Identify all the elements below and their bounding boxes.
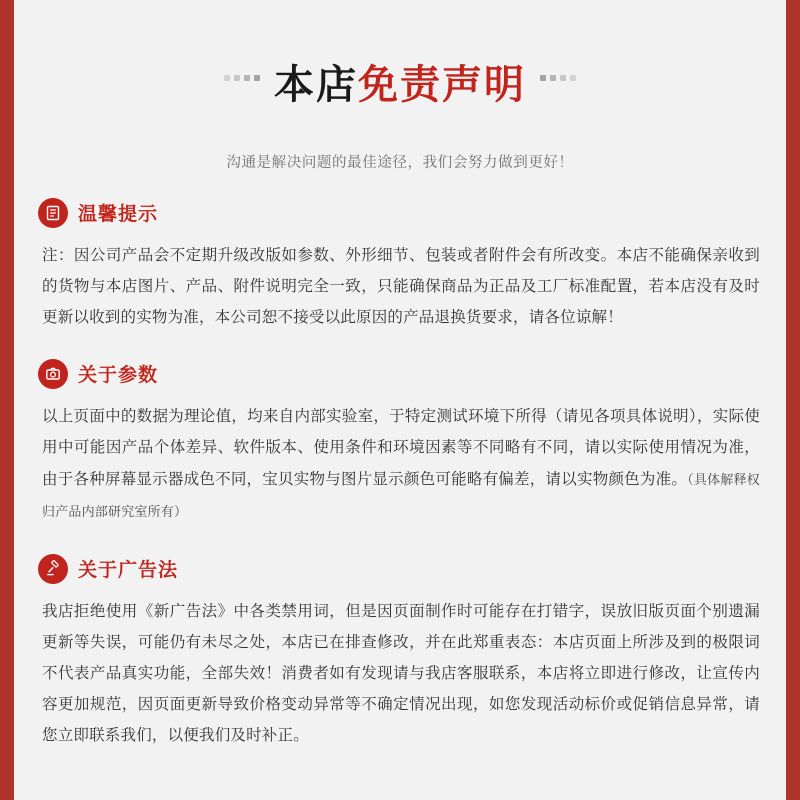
section-params-body-text: 以上页面中的数据为理论值，均来自内部实验室，于特定测试环境下所得（请见各项具体说明），实际使用中可能因产品个体差异、软件版本、使用条件和环境因素等不同略有不同，请以实际使用情况为准，由于各种屏幕显示器成色不同，宝贝实物与图片显示颜色可能略有偏差，请以实物颜色为准。 <box>42 407 760 489</box>
section-tips <box>34 198 766 333</box>
page-title-prefix: 本店 <box>274 61 358 108</box>
right-decorative-bar <box>786 0 800 800</box>
section-tips-title: 温馨提示 <box>78 204 159 226</box>
section-tips-header <box>34 198 766 228</box>
page-title <box>274 53 526 110</box>
section-params-body <box>34 401 766 528</box>
section-tips-body: 注：因公司产品会不定期升级改版如参数、外形细节、包装或者附件会有所改变。本店不能确保亲收到的货物与本店图片、产品、附件说明完全一致，只能确保商品为正品及工厂标准配置，若本店没有及时更新以收到的实物为准，本公司恕不接受以此原因的产品退换货要求，请各位谅解！ <box>42 246 760 326</box>
dots-decoration-icon <box>540 75 576 87</box>
section-advertising-law-body: 我店拒绝使用《新广告法》中各类禁用词，但是因页面制作时可能存在打错字，误放旧版页面个别遗漏更新等失误，可能仍有未尽之处，本店已在排查修改，并在此郑重表态：本店页面上所涉及到的极限词不代表产品真实功能，全部失效！消费者如有发现请与我店客服联系，本店将立即进行修改，让宣传内容更加规范，因页面更新导致价格变动异常等不确定情况出现，如您发现活动标价或促销信息异常，请您立即联系我们，以便我们及时补正。 <box>42 602 760 744</box>
section-params-title: 关于参数 <box>78 365 159 387</box>
page-subtitle: 沟通是解决问题的最佳途径，我们会努力做到更好！ <box>226 154 574 171</box>
section-advertising-law <box>34 554 766 751</box>
notice-badge-icon <box>38 198 68 228</box>
section-params-body-note: （具体解释权归产品内部研究室所有） <box>42 472 760 519</box>
page-title-highlight: 免责声明 <box>358 61 526 108</box>
camera-badge-icon <box>38 359 68 389</box>
section-advertising-law-title: 关于广告法 <box>78 560 179 582</box>
section-params <box>34 359 766 528</box>
dots-decoration-icon <box>224 75 260 87</box>
title-row <box>34 26 766 137</box>
section-params-header <box>34 359 766 389</box>
gavel-badge-icon <box>38 554 68 584</box>
left-decorative-bar <box>0 0 14 800</box>
section-advertising-law-header <box>34 554 766 584</box>
page-header <box>34 0 766 172</box>
